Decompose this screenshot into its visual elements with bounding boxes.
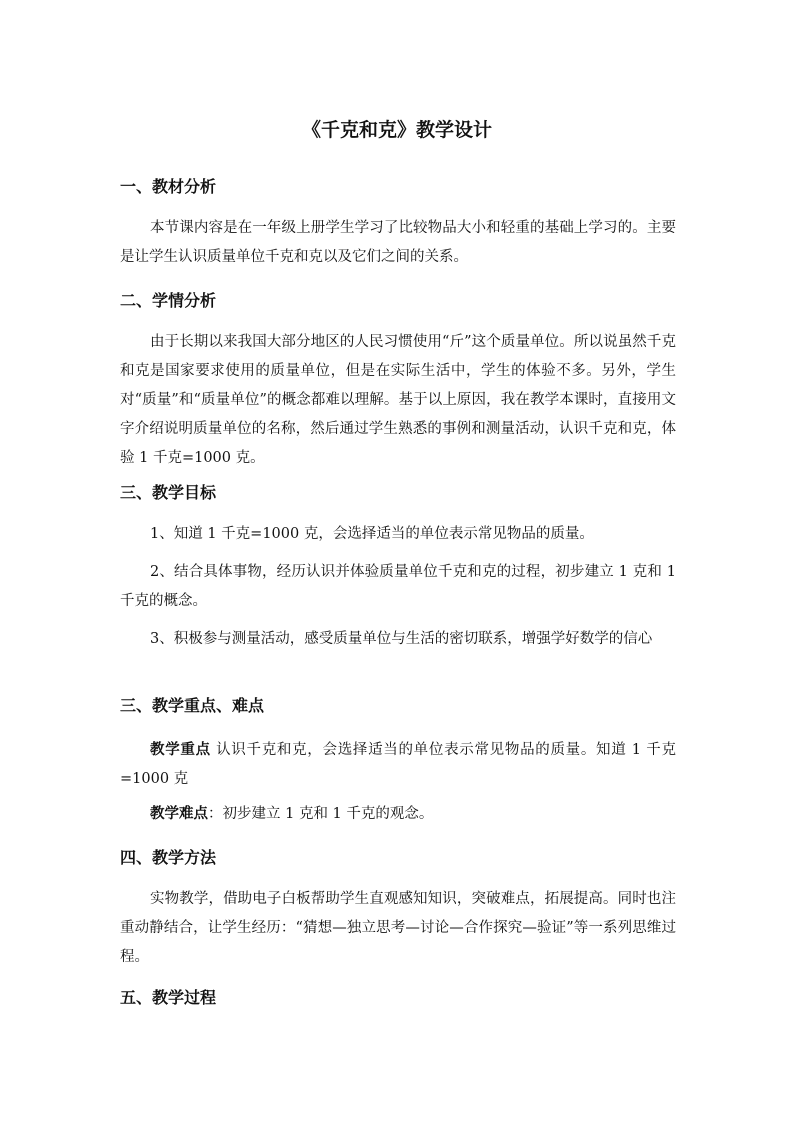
- heading-key-points: 三、教学重点、难点: [120, 696, 265, 715]
- heading-teaching-goals: 三、教学目标: [120, 483, 217, 502]
- paragraph-student-analysis: 由于长期以来我国大部分地区的人民习惯使用“斤”这个质量单位。所以说虽然千克和克是国家要求使用的质量单位，但是在实际生活中，学生的体验不多。另外，学生对“质量”和“质量单位”的概念都难以理解。基于以上原因，我在教学本课时，直接用文字介绍说明质量单位的名称，然后通过学生熟悉的事例和测量活动，认识千克和克，体验 1 千克=1000 克。: [120, 334, 676, 466]
- difficulty-label: 教学难点: [150, 805, 208, 822]
- difficulty-text: ：初步建立 1 克和 1 千克的观念。: [208, 806, 434, 822]
- document-title: 《千克和克》教学设计: [301, 119, 492, 141]
- paragraph-teaching-methods: 实物教学，借助电子白板帮助学生直观感知知识，突破难点，拓展提高。同时也注重动静结合，让学生经历：“猜想—独立思考—讨论—合作探究—验证”等一系列思维过程。: [120, 891, 676, 965]
- key-point-label: 教学重点: [150, 741, 211, 758]
- key-point-text: 认识千克和克，会选择适当的单位表示常见物品的质量。知道 1 千克=1000 克: [120, 742, 676, 787]
- goal-item-3: 3、积极参与测量活动，感受质量单位与生活的密切联系，增强学好数学的信心: [150, 631, 653, 647]
- paragraph-key-point: [120, 735, 676, 794]
- goal-item-2: 2、结合具体事物，经历认识并体验质量单位千克和克的过程，初步建立 1 克和 1 千克的概念。: [120, 564, 676, 609]
- heading-teaching-methods: 四、教学方法: [120, 848, 217, 867]
- heading-textbook-analysis: 一、教材分析: [120, 177, 217, 196]
- heading-student-analysis: 二、学情分析: [120, 291, 217, 310]
- paragraph-textbook-analysis: 本节课内容是在一年级上册学生学习了比较物品大小和轻重的基础上学习的。主要是让学生认识质量单位千克和克以及它们之间的关系。: [120, 220, 676, 265]
- goal-item-1: 1、知道 1 千克=1000 克，会选择适当的单位表示常见物品的质量。: [150, 526, 594, 542]
- paragraph-difficulty: [120, 799, 676, 829]
- heading-teaching-process: 五、教学过程: [120, 988, 217, 1007]
